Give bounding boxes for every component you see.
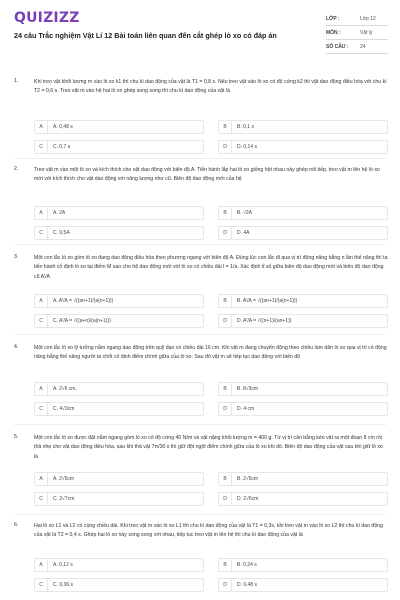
- meta-label: MÔN :: [326, 29, 341, 36]
- option-b[interactable]: [218, 294, 388, 308]
- option-letter: B: [219, 383, 232, 395]
- option-text: D. 2√6cm: [237, 496, 259, 502]
- option-a[interactable]: [34, 558, 204, 572]
- question-number: 4.: [14, 344, 19, 350]
- option-d[interactable]: [218, 402, 388, 416]
- option-letter: D: [219, 579, 232, 591]
- option-text: C. 2√7cm: [53, 496, 75, 502]
- option-d[interactable]: [218, 492, 388, 506]
- divider: [14, 334, 386, 335]
- divider: [14, 424, 386, 425]
- option-letter: B: [219, 473, 232, 485]
- option-letter: D: [219, 315, 232, 327]
- option-text: A. 0,12 s: [53, 562, 73, 568]
- meta-row-subject: [326, 26, 388, 40]
- option-text: B. 2√5cm: [237, 476, 259, 482]
- divider: [14, 158, 386, 159]
- option-text: A. 0,48 s: [53, 124, 73, 130]
- option-b[interactable]: [218, 206, 388, 220]
- meta-info: [326, 12, 388, 54]
- option-b[interactable]: [218, 472, 388, 486]
- question-number: 2.: [14, 166, 19, 172]
- option-c[interactable]: [34, 578, 204, 592]
- option-c[interactable]: [34, 402, 204, 416]
- document-title: 24 câu Trắc nghiệm Vật Lí 12 Bài toán liên quan đến cắt ghép lò xo có đáp án: [14, 31, 277, 40]
- option-letter: C: [35, 141, 48, 153]
- option-text: B. 8√3cm: [237, 386, 259, 392]
- option-text: C. 4√3cm: [53, 406, 75, 412]
- option-letter: C: [35, 227, 48, 239]
- option-text: D. A'/A = √((n+1)/(an+1)): [237, 318, 292, 324]
- option-d[interactable]: [218, 314, 388, 328]
- meta-label: LỚP :: [326, 15, 340, 22]
- option-text: B. √2A: [237, 210, 252, 216]
- option-text: D. 4 cm: [237, 406, 255, 412]
- divider: [14, 244, 386, 245]
- question-text: Một con lắc lò xo được đặt nằm ngang gồm lò xo có độ cứng 40 N/m và vật nặng khối lượng m = 400 g. Từ vị trí cân bằng kéo vật ra một đoạn 8 cm rồi thả nhẹ cho vật dao động điều hòa, sau khi thả vật 7π/30 s thì giữ đột ngột điểm chính giữa của lò xo khi đó. Biên độ dao động của vật sau khi giữ lò xo là: [34, 435, 383, 460]
- option-a[interactable]: [34, 206, 204, 220]
- option-text: A. 2√5cm: [53, 476, 75, 482]
- meta-label: SỐ CÂU :: [326, 43, 349, 50]
- option-d[interactable]: [218, 226, 388, 240]
- option-c[interactable]: [34, 226, 204, 240]
- option-text: B. A'/A = √((an+1)/(a(n+1))): [237, 298, 298, 304]
- option-letter: A: [35, 559, 48, 571]
- option-letter: C: [35, 315, 48, 327]
- option-letter: D: [219, 141, 232, 153]
- option-letter: A: [35, 207, 48, 219]
- option-letter: C: [35, 403, 48, 415]
- option-a[interactable]: [34, 472, 204, 486]
- option-a[interactable]: [34, 120, 204, 134]
- option-letter: A: [35, 295, 48, 307]
- option-text: C. 0,36 s: [53, 582, 74, 588]
- option-letter: B: [219, 295, 232, 307]
- option-letter: A: [35, 383, 48, 395]
- option-letter: A: [35, 473, 48, 485]
- option-text: B. 0,1 s: [237, 124, 254, 130]
- option-c[interactable]: [34, 140, 204, 154]
- option-c[interactable]: [34, 492, 204, 506]
- quizizz-logo: QUIZIZZ: [14, 10, 80, 26]
- option-text: B. 0,24 s: [237, 562, 257, 568]
- option-letter: C: [35, 579, 48, 591]
- option-a[interactable]: [34, 382, 204, 396]
- meta-value: Vật lý: [360, 29, 373, 36]
- meta-row-count: [326, 40, 388, 54]
- option-text: A. 2A: [53, 210, 66, 216]
- option-d[interactable]: [218, 578, 388, 592]
- option-letter: D: [219, 403, 232, 415]
- question-number: 6.: [14, 522, 19, 528]
- option-text: A. 2√6 cm.: [53, 386, 77, 392]
- question-text: Treo vật m vào một lò xo và kích thích cho vật dao động với biên độ A. Tiến hành lắp hai lò xo giống hệt nhau này ghép nối tiếp, treo vật m lên hệ lò xo mới với kích thích cho vật dao động với năng lượng như cũ. Biên độ dao động mới của hệ: [34, 167, 380, 183]
- divider: [14, 514, 386, 515]
- option-a[interactable]: [34, 294, 204, 308]
- question-text: Một con lắc lò xo gồm lò xo đang dao động điều hòa theo phương ngang với biên độ A. Đúng lúc con lắc đi qua vị trí động năng bằng n lần thế năng thì ta tiến hành cố định lò xo tại điểm M sao cho hệ dao động mới với lò xo có chiều dài l = 1/a. Xác định tỉ số giữa biên độ dao động mới và biên độ dao động cũ A'/A: [34, 255, 388, 280]
- option-c[interactable]: [34, 314, 204, 328]
- option-d[interactable]: [218, 140, 388, 154]
- meta-row-class: [326, 12, 388, 26]
- option-letter: D: [219, 227, 232, 239]
- meta-value: 24: [360, 43, 366, 50]
- option-text: C. 0,7 s: [53, 144, 71, 150]
- meta-value: Lớp 12: [360, 15, 376, 22]
- option-text: D. 0,14 s: [237, 144, 258, 150]
- document-header: [0, 0, 400, 68]
- question-number: 3.: [14, 254, 19, 260]
- question-text: Khi treo vật khối lượng m vào lò xo k1 thì chu kì dao động của vật là T1 = 0,8 s. Nếu treo vật vào lò xo có độ cứng k2 thì vật dao động điều hòa với chu kì T2 = 0,6 s. Treo vật m vào hệ hai lò xo ghép song song thì chu kì dao động của vật là: [34, 79, 387, 95]
- question-text: Một con lắc lò xo lý tưởng nằm ngang dao động trên quỹ đạo có chiều dài 16 cm. Khi vật m đang chuyển động theo chiều làm dãn lò xo qua vị trí có động năng bằng thế năng người ta chốt cố định điểm chính giữa của lò xo. Sau đó vật m sẽ tiếp tục dao động với biên độ: [34, 345, 387, 361]
- option-letter: B: [219, 559, 232, 571]
- question-number: 5.: [14, 434, 19, 440]
- option-b[interactable]: [218, 120, 388, 134]
- option-letter: B: [219, 207, 232, 219]
- option-text: C. 0,5A: [53, 230, 70, 236]
- option-letter: D: [219, 493, 232, 505]
- option-text: D. 4A: [237, 230, 250, 236]
- question-number: 1.: [14, 78, 19, 84]
- option-text: A. A'/A = √((an+1)/(a(n+1))): [53, 298, 114, 304]
- option-b[interactable]: [218, 558, 388, 572]
- option-text: C. A'/A = √((a+n)/(a(n+1))): [53, 318, 111, 324]
- option-letter: A: [35, 121, 48, 133]
- option-letter: C: [35, 493, 48, 505]
- option-b[interactable]: [218, 382, 388, 396]
- question-text: Hai lò xo L1 và L2 có cùng chiều dài. Khi treo vật m vào lò xo L1 thì chu kì dao động của vật là T1 = 0,3s, khi treo vật m vào lò xo L2 thì chu kì dao động của vật là T2 = 0,4 s. Ghép hai lò xo này song song với nhau, tiếp tục treo vật m lên hệ thì chu kì dao động của vật là: [34, 523, 383, 539]
- option-letter: B: [219, 121, 232, 133]
- option-text: D. 0,48 s: [237, 582, 258, 588]
